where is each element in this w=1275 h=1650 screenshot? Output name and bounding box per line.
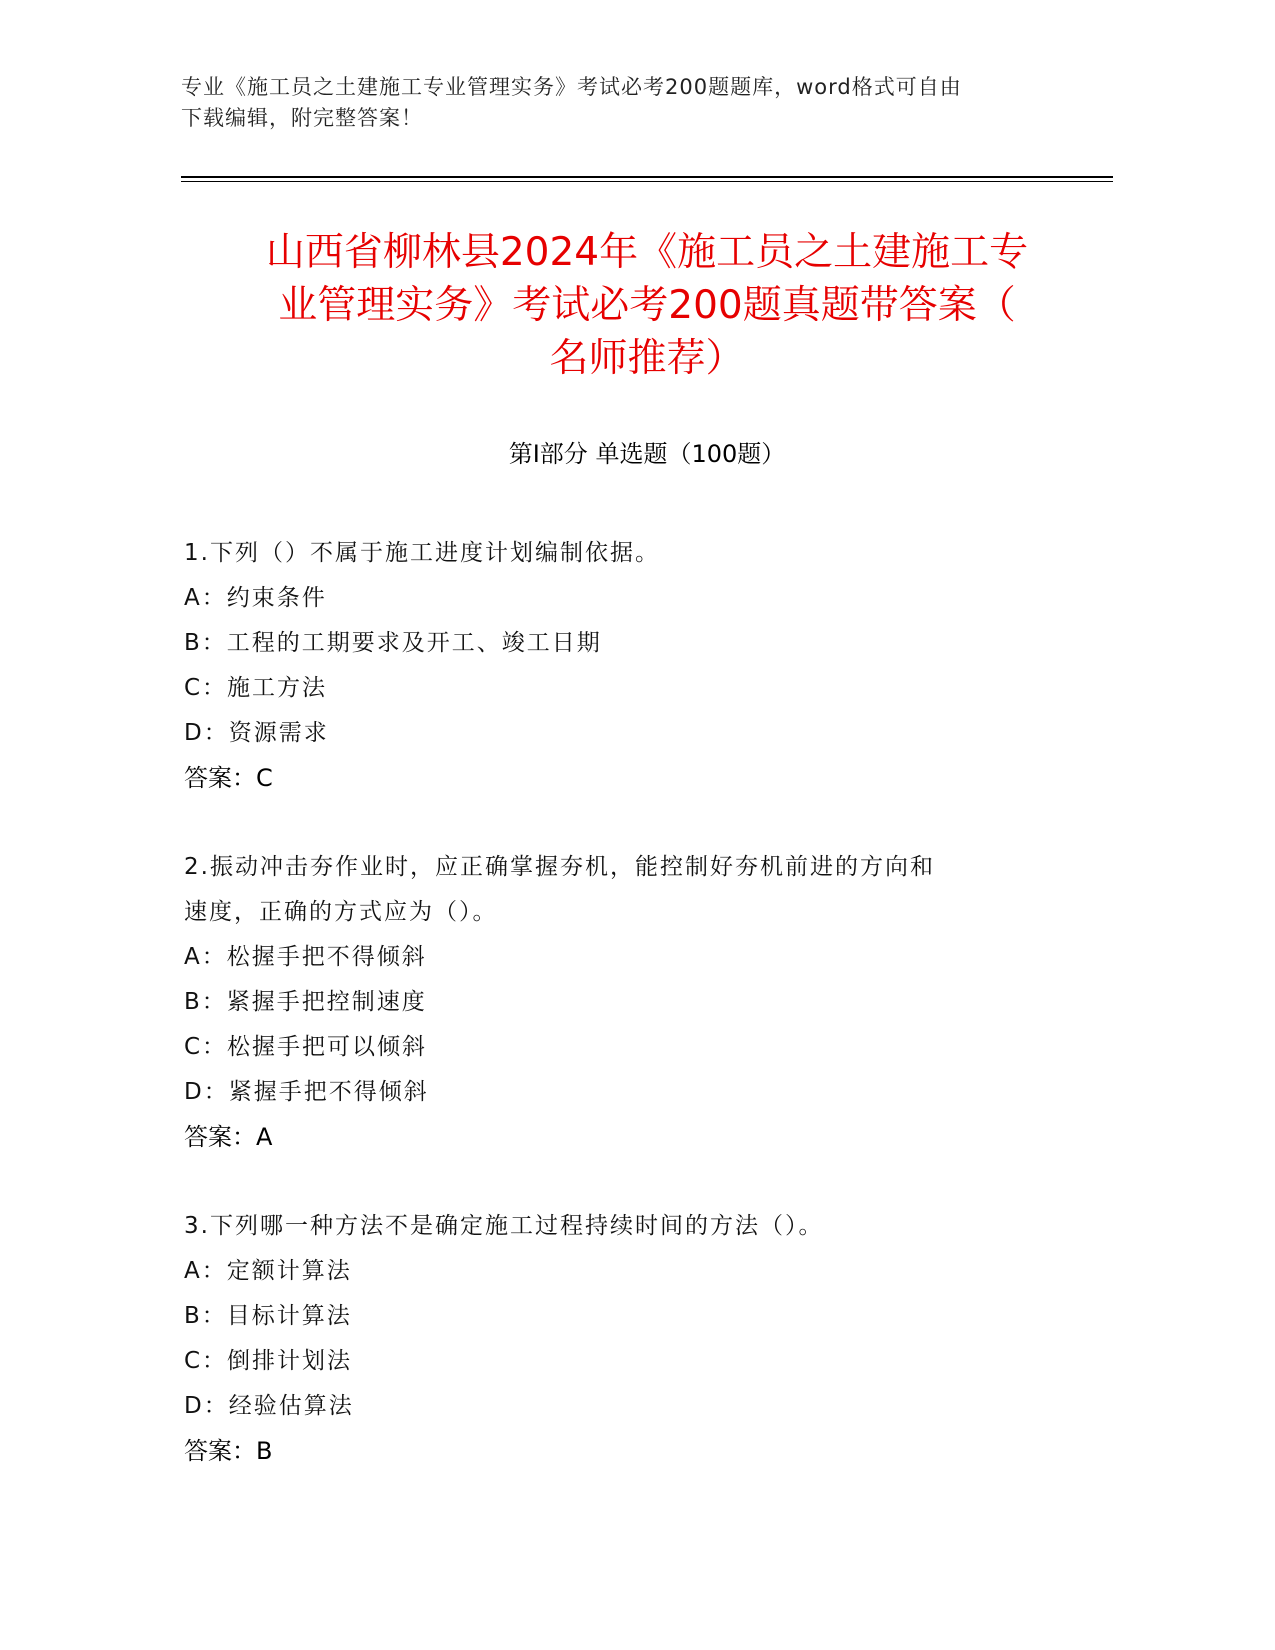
answer-label: 答案： (184, 1437, 256, 1465)
option-a: A：定额计算法 (184, 1258, 352, 1284)
header-note-line-2: 下载编辑，附完整答案！ (181, 106, 423, 130)
question-stem: 2.振动冲击夯作业时，应正确掌握夯机，能控制好夯机前进的方向和 (184, 854, 935, 880)
option-a: A：松握手把不得倾斜 (184, 944, 427, 970)
question-3 (184, 1204, 1084, 1474)
option-d: D：资源需求 (184, 720, 329, 746)
answer-label: 答案： (184, 1123, 256, 1151)
document-title-line-1: 山西省柳林县2024年《施工员之土建施工专 (265, 230, 1029, 275)
question-stem-continued: 速度，正确的方式应为（）。 (184, 899, 498, 925)
question-stem: 1.下列（）不属于施工进度计划编制依据。 (184, 540, 660, 566)
header-divider-thin (181, 181, 1113, 182)
option-d: D：经验估算法 (184, 1393, 354, 1419)
answer-line (184, 1429, 1084, 1474)
option-b: B：目标计算法 (184, 1303, 352, 1329)
header-divider-thick (181, 176, 1113, 178)
option-b: B：工程的工期要求及开工、竣工日期 (184, 630, 602, 656)
option-b: B：紧握手把控制速度 (184, 989, 427, 1015)
answer-value: C (256, 764, 273, 792)
header-note (181, 72, 1061, 134)
document-title-line-2: 业管理实务》考试必考200题真题带答案（ (278, 283, 1016, 328)
option-c: C：施工方法 (184, 675, 328, 701)
answer-value: B (256, 1437, 273, 1465)
answer-line (184, 756, 1084, 801)
document-title-line-3: 名师推荐） (549, 336, 745, 381)
option-c: C：倒排计划法 (184, 1348, 353, 1374)
question-1 (184, 531, 1084, 801)
section-title: 第Ⅰ部分 单选题（100题） (508, 440, 786, 468)
question-2 (184, 845, 1084, 1160)
answer-line (184, 1115, 1084, 1160)
question-stem: 3.下列哪一种方法不是确定施工过程持续时间的方法（）。 (184, 1213, 824, 1239)
option-c: C：松握手把可以倾斜 (184, 1034, 428, 1060)
question-list (184, 531, 1084, 1518)
header-note-line-1: 专业《施工员之土建施工专业管理实务》考试必考200题题库，word格式可自由 (181, 75, 962, 99)
answer-label: 答案： (184, 764, 256, 792)
option-d: D：紧握手把不得倾斜 (184, 1079, 429, 1105)
option-a: A：约束条件 (184, 585, 327, 611)
document-title (181, 226, 1113, 385)
answer-value: A (256, 1123, 273, 1151)
